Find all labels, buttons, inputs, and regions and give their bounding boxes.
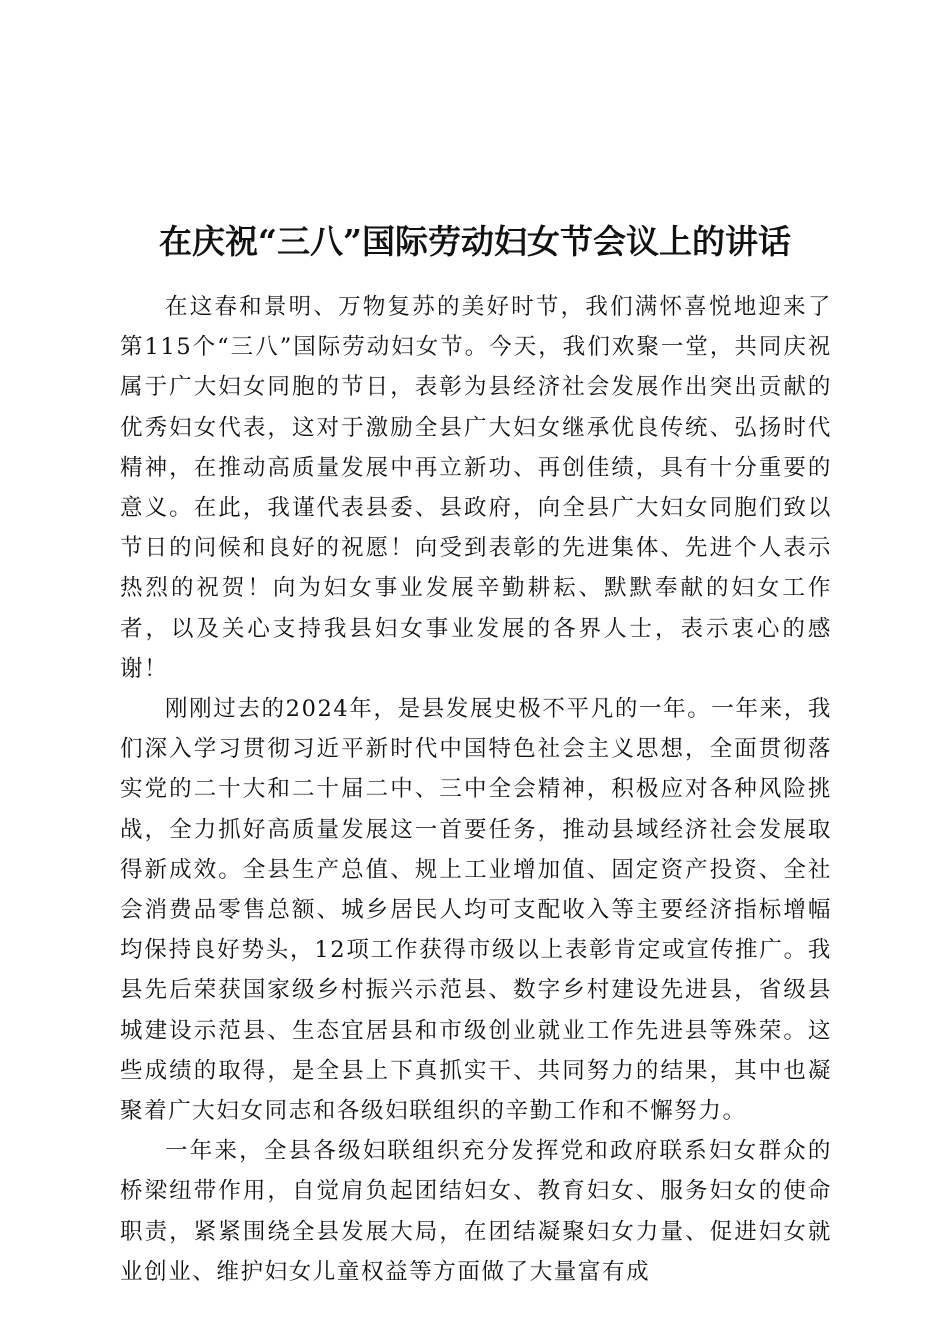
document-body: [120, 287, 832, 1292]
paragraph-2: 刚刚过去的2024年，是县发展史极不平凡的一年。一年来，我们深入学习贯彻习近平新时代中国特色社会主义思想，全面贯彻落实党的二十大和二十届二中、三中全会精神，积极应对各种风险挑战，全力抓好高质量发展这一首要任务，推动县域经济社会发展取得新成效。全县生产总值、规上工业增加值、固定资产投资、全社会消费品零售总额、城乡居民人均可支配收入等主要经济指标增幅均保持良好势头，12项工作获得市级以上表彰肯定或宣传推广。我县先后荣获国家级乡村振兴示范县、数字乡村建设先进县，省级县城建设示范县、生态宜居县和市级创业就业工作先进县等殊荣。这些成绩的取得，是全县上下真抓实干、共同努力的结果，其中也凝聚着广大妇女同志和各级妇联组织的辛勤工作和不懈努力。: [120, 696, 832, 1125]
paragraph-1: 在这春和景明、万物复苏的美好时节，我们满怀喜悦地迎来了第115个“三八”国际劳动妇女节。今天，我们欢聚一堂，共同庆祝属于广大妇女同胞的节日，表彰为县经济社会发展作出突出贡献的优秀妇女代表，这对于激励全县广大妇女继承优良传统、弘扬时代精神，在推动高质量发展中再立新功、再创佳绩，具有十分重要的意义。在此，我谨代表县委、县政府，向全县广大妇女同胞们致以节日的问候和良好的祝愿！向受到表彰的先进集体、先进个人表示热烈的祝贺！向为妇女事业发展辛勤耕耘、默默奉献的妇女工作者，以及关心支持我县妇女事业发展的各界人士，表示衷心的感谢！: [120, 294, 832, 682]
paragraph-3: 一年来，全县各级妇联组织充分发挥党和政府联系妇女群众的桥梁纽带作用，自觉肩负起团结妇女、教育妇女、服务妇女的使命职责，紧紧围绕全县发展大局，在团结凝聚妇女力量、促进妇女就业创业、维护妇女儿童权益等方面做了大量富有成: [120, 1138, 832, 1285]
document-title: 在庆祝“三八”国际劳动妇女节会议上的讲话: [159, 222, 791, 262]
